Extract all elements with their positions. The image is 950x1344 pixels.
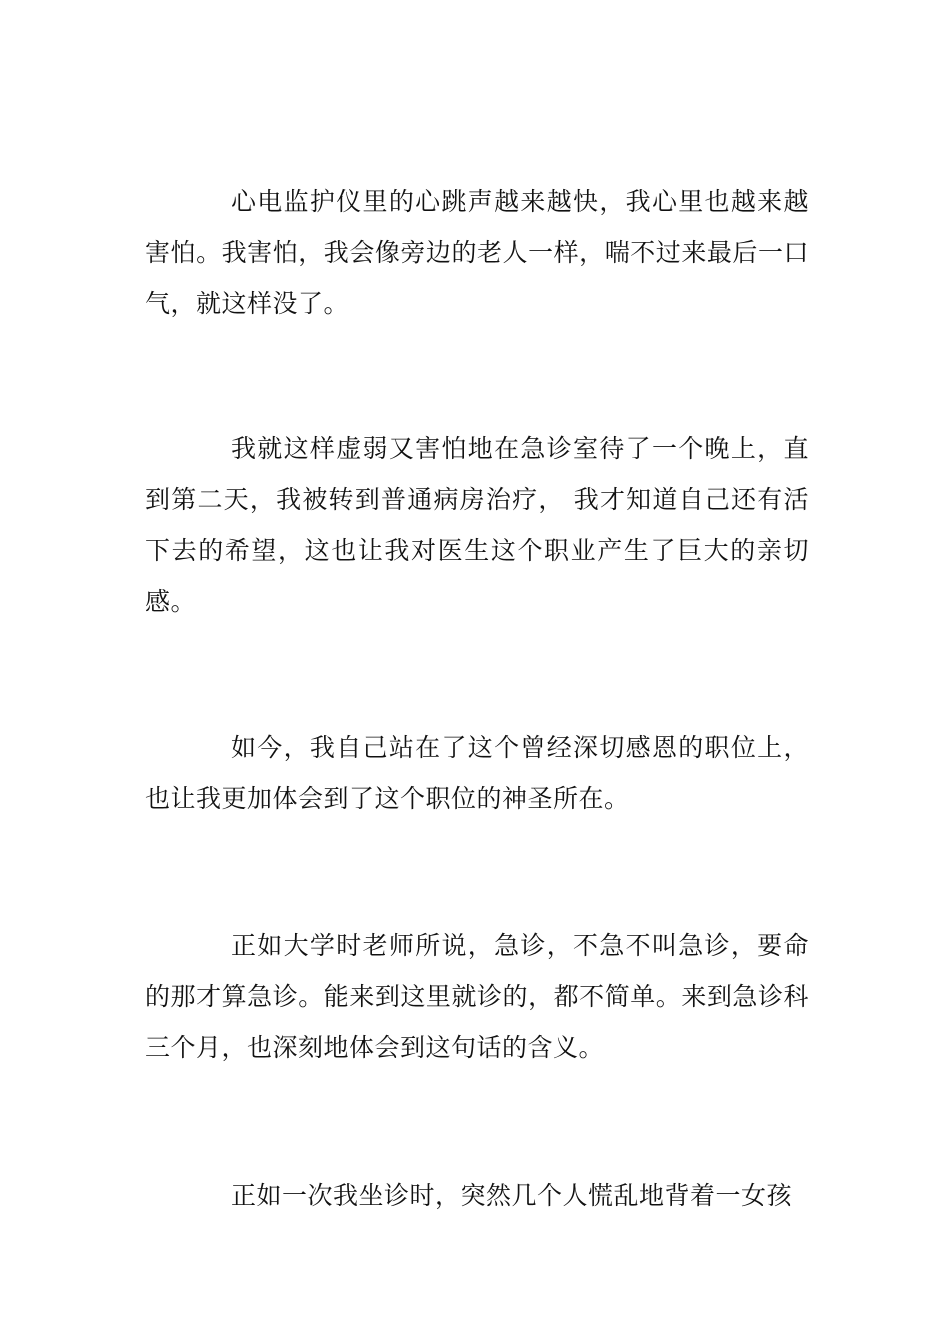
paragraph: 正如一次我坐诊时，突然几个人慌乱地背着一女孩 [231,1181,793,1210]
paragraph: 如今，我自己站在了这个曾经深切感恩的职位上，也让我更加体会到了这个职位的神圣所在。 [145,733,809,813]
paragraph: 我就这样虚弱又害怕地在急诊室待了一个晚上，直到第二天，我被转到普通病房治疗， 我才知道自己还有活下去的希望，这也让我对医生这个职业产生了巨大的亲切感。 [145,434,809,616]
paragraph: 正如大学时老师所说，急诊，不急不叫急诊，要命的那才算急诊。能来到这里就诊的，都不简单。来到急诊科三个月，也深刻地体会到这句话的含义。 [145,931,809,1062]
paragraph: 心电监护仪里的心跳声越来越快，我心里也越来越害怕。我害怕，我会像旁边的老人一样，喘不过来最后一口气，就这样没了。 [145,187,809,318]
